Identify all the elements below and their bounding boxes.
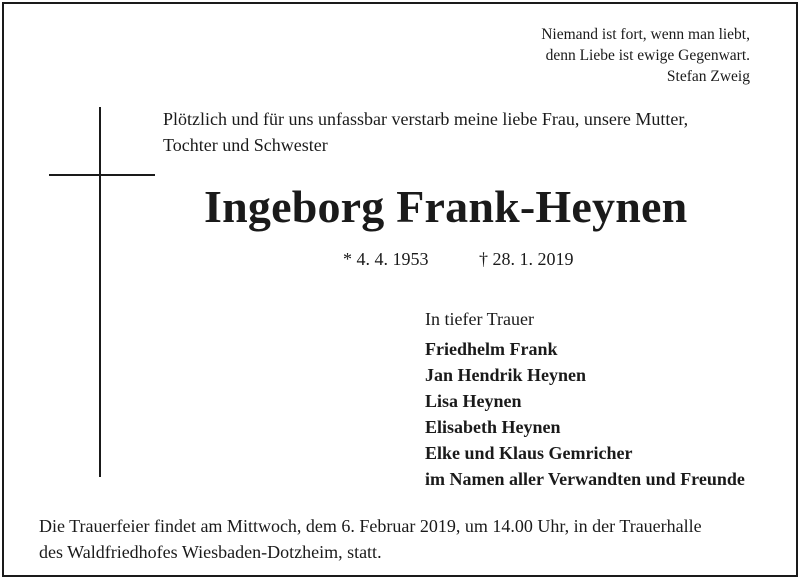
mourner-name: Friedhelm Frank <box>425 339 558 359</box>
quote-author: Stefan Zweig <box>666 68 750 85</box>
obituary-frame <box>2 2 798 577</box>
life-dates <box>343 249 574 270</box>
mourner-name: Elke und Klaus Gemricher <box>425 443 633 463</box>
announcement-intro <box>163 106 773 158</box>
service-line-2: des Waldfriedhofes Wiesbaden-Dotzheim, statt. <box>39 542 382 562</box>
cross-vertical-bar <box>99 107 101 477</box>
deceased-name: Ingeborg Frank-Heynen <box>204 181 688 232</box>
service-line-1: Die Trauerfeier findet am Mittwoch, dem 6. Februar 2019, um 14.00 Uhr, in der Trauerhalle <box>39 516 702 536</box>
mourner-name: im Namen aller Verwandten und Freunde <box>425 469 745 489</box>
mourner-name: Elisabeth Heynen <box>425 417 561 437</box>
birth-date: * 4. 4. 1953 <box>343 249 429 269</box>
epigraph-quote <box>541 24 750 87</box>
funeral-service-info <box>39 513 779 565</box>
mourners-block <box>425 307 745 492</box>
death-date: † 28. 1. 2019 <box>479 249 574 269</box>
mourning-lead: In tiefer Trauer <box>425 309 534 329</box>
quote-line-2: denn Liebe ist ewige Gegenwart. <box>545 47 750 64</box>
intro-line-2: Tochter und Schwester <box>163 135 328 155</box>
mourner-name: Lisa Heynen <box>425 391 522 411</box>
intro-line-1: Plötzlich und für uns unfassbar verstarb meine liebe Frau, unsere Mutter, <box>163 109 689 129</box>
mourner-name: Jan Hendrik Heynen <box>425 365 587 385</box>
cross-horizontal-bar <box>49 174 155 176</box>
quote-line-1: Niemand ist fort, wenn man liebt, <box>541 26 750 43</box>
